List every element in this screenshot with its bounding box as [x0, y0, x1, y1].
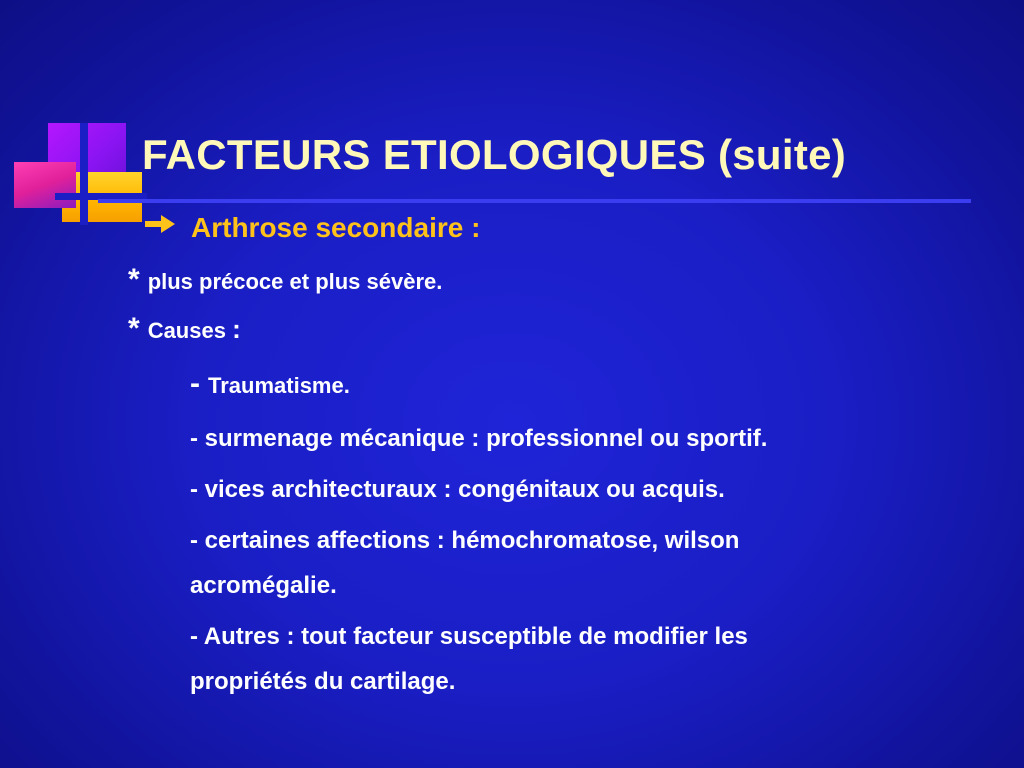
- cause-item: - surmenage mécanique : professionnel ou sportif.: [190, 425, 768, 452]
- cause-item: - Autres : tout facteur susceptible de modifier les: [190, 623, 748, 650]
- logo-divider-vertical: [80, 123, 88, 225]
- title-underline: [98, 199, 971, 203]
- cause-item: [190, 367, 350, 401]
- slide-title: FACTEURS ETIOLOGIQUES (suite): [142, 131, 847, 178]
- bullet-precoce: [128, 263, 442, 297]
- right-arrow-icon: [143, 210, 177, 242]
- bullet-marker: *: [128, 263, 140, 296]
- bullet-text: Causes: [147, 318, 226, 343]
- color-squares-logo: [0, 0, 160, 240]
- cause-item-continuation: propriétés du cartilage.: [190, 668, 456, 695]
- bullet-causes: [128, 312, 241, 346]
- cause-text: Traumatisme.: [208, 373, 350, 398]
- subheading: [143, 210, 480, 244]
- cause-item: - vices architecturaux : congénitaux ou acquis.: [190, 476, 725, 503]
- bullet-colon: :: [232, 314, 241, 344]
- pink-square: [14, 162, 76, 208]
- cause-item: - certaines affections : hémochromatose, wilson: [190, 527, 740, 554]
- subheading-text: Arthrose secondaire :: [191, 212, 481, 243]
- bullet-text: plus précoce et plus sévère.: [147, 269, 443, 294]
- bullet-marker: *: [128, 312, 140, 345]
- cause-item-continuation: acromégalie.: [190, 572, 337, 599]
- item-dash: -: [190, 367, 200, 400]
